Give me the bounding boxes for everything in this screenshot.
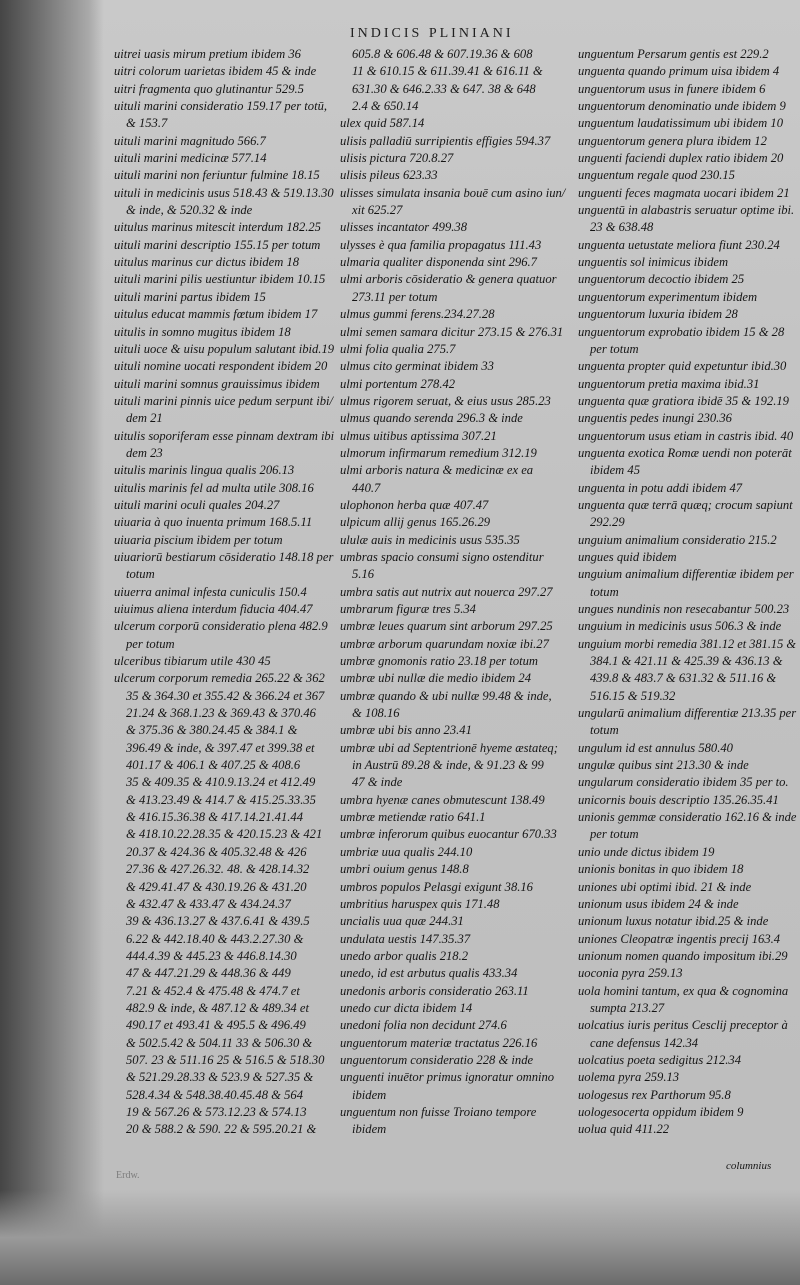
index-entry: unguentorum usus in funere ibidem 6 [578,81,766,96]
index-entry: unedoni folia non decidunt 274.6 [340,1018,507,1033]
index-entry: unguentorum exprobatio ibidem 15 & 28 [578,324,785,339]
index-entry: unguium in medicinis usus 506.3 & inde [578,619,782,634]
index-entry: sumpta 213.27 [590,1000,665,1015]
index-entry: unedo arbor qualis 218.2 [340,948,469,963]
index-entry: uituli in medicinis usus 518.43 & 519.13.30 [114,185,334,200]
page-gutter-shadow [0,0,104,1285]
index-entry: ulysses è qua familia propagatus 111.43 [340,237,542,252]
index-entry: ungulum id est annulus 580.40 [578,740,733,755]
index-entry: & 521.29.28.33 & 523.9 & 527.35 & [126,1070,314,1085]
index-entry: ulmus rigorem seruat, & eius usus 285.23 [340,393,551,408]
index-entry: unguenta uetustate meliora fiunt 230.24 [578,237,780,252]
index-entry: umbræ ubi bis anno 23.41 [340,723,472,738]
index-entry: uituli marini non feriuntur fulmine 18.15 [114,168,320,183]
index-entry: uolema pyra 259.13 [578,1070,680,1085]
index-entry: uituli marini pilis uestiuntur ibidem 10.15 [114,272,326,287]
index-entry: uituli marini partus ibidem 15 [114,289,266,304]
index-entry: unguentorum experimentum ibidem [578,289,758,304]
index-entry: 23 & 638.48 [590,220,654,235]
index-entry: uituli nomine uocati respondent ibidem 20 [114,359,328,374]
index-entry: ungues nundinis non resecabantur 500.23 [578,602,790,616]
index-entry: unionum usus ibidem 24 & inde [578,896,739,911]
index-entry: uncialis uua quæ 244.31 [340,914,464,929]
index-entry: unguenta exotica Romæ uendi non poterāt [578,445,792,460]
index-entry: undulata uestis 147.35.37 [340,931,471,946]
index-entry: unedo cur dicta ibidem 14 [340,1000,473,1015]
index-entry: & 429.41.47 & 430.19.26 & 431.20 [126,879,307,894]
index-entry: unguentum Persarum gentis est 229.2 [578,47,769,61]
index-entry: unedonis arboris consideratio 263.11 [340,983,529,998]
index-entry: uoconia pyra 259.13 [578,966,683,981]
index-entry: ungues quid ibidem [578,549,677,564]
index-entry: unguentorum usus etiam in castris ibid. 40 [578,428,794,443]
index-entry: umbra hyenæ canes obmutescunt 138.49 [340,792,545,807]
index-entry: ulmus quando serenda 296.3 & inde [340,411,523,426]
index-entry: dem 21 [126,411,163,426]
index-entry: 35 & 409.35 & 410.9.13.24 et 412.49 [126,775,316,790]
index-entry: uituli uoce & uisu populum salutant ibid.19 [114,341,335,356]
index-entry: 490.17 et 493.41 & 495.5 & 496.49 [126,1018,306,1033]
index-entry: 7.21 & 452.4 & 475.48 & 474.7 et [126,983,300,998]
index-entry: umbræ ubi ad Septentrionē hyeme æstateq; [340,740,558,755]
catchword: columnius [726,1160,772,1172]
index-entry: 396.49 & inde, & 397.47 et 399.38 et [126,740,315,755]
index-entry: 444.4.39 & 445.23 & 446.8.14.30 [126,948,297,963]
index-entry: unguentorum pretia maxima ibid.31 [578,376,760,391]
index-entry: ulpicum allij genus 165.26.29 [340,515,491,530]
index-entry: ulisses incantator 499.38 [340,220,467,235]
index-entry: 384.1 & 421.11 & 425.39 & 436.13 & [590,654,783,669]
index-entry: uituli marini somnus grauissimus ibidem [114,376,320,391]
index-entry: umbri ouium genus 148.8 [340,862,469,877]
index-entry: uitulis soporiferam esse pinnam dextram ibi [114,428,335,443]
index-entry: & 418.10.22.28.35 & 420.15.23 & 421 [126,827,323,842]
index-entry: unguentorum genera plura ibidem 12 [578,133,767,148]
index-entry: per totum [590,827,639,842]
index-entry: 605.8 & 606.48 & 607.19.36 & 608 [352,47,533,61]
index-entry: xit 625.27 [352,203,403,218]
index-entry: 2.4 & 650.14 [352,99,419,114]
index-entry: 35 & 364.30 et 355.42 & 366.24 et 367 [126,688,325,703]
index-entry: 20.37 & 424.36 & 405.32.48 & 426 [126,844,307,859]
index-entry: unionis bonitas in quo ibidem 18 [578,862,744,877]
index-entry: unguenti faciendi duplex ratio ibidem 20 [578,151,784,166]
index-entry: ulmorum infirmarum remedium 312.19 [340,445,537,460]
index-entry: 39 & 436.13.27 & 437.6.41 & 439.5 [126,914,310,929]
index-entry: 5.16 [352,567,375,582]
index-entry: totum [126,567,155,582]
index-entry: ulisis pileus 623.33 [340,168,438,183]
index-entry: ibidem 45 [590,463,641,478]
page-bottom-shadow [0,1190,800,1285]
index-entry: uitri colorum uarietas ibidem 45 & inde [114,64,317,79]
index-entry: dem 23 [126,445,163,460]
index-entry: umbræ gnomonis ratio 23.18 per totum [340,654,539,669]
index-entry: unio unde dictus ibidem 19 [578,844,715,859]
index-entry: uologesocerta oppidum ibidem 9 [578,1104,744,1119]
index-entry: 528.4.34 & 548.38.40.45.48 & 564 [126,1087,304,1102]
index-entry: ulex quid 587.14 [340,116,425,131]
index-entry: 21.24 & 368.1.23 & 369.43 & 370.46 [126,706,316,721]
index-entry: ulmi folia qualia 275.7 [340,341,456,356]
index-entry: umbritius haruspex quis 171.48 [340,896,500,911]
index-entry: 507. 23 & 511.16 25 & 516.5 & 518.30 [126,1052,325,1067]
index-entry: 47 & inde [352,775,403,790]
index-entry: unguium animalium differentiæ ibidem per [578,567,794,582]
index-entry: uituli marini descriptio 155.15 per totum [114,237,321,252]
index-entry: umbras spacio consumi signo ostenditur [340,549,544,564]
index-entry: uitrei uasis mirum pretium ibidem 36 [114,47,301,61]
index-entry: uituli marini pinnis uice pedum serpunt ibi/ [114,393,333,408]
index-entry: uniones Cleopatræ ingentis precij 163.4 [578,931,781,946]
index-entry: 11 & 610.15 & 611.39.41 & 616.11 & [352,64,543,79]
index-entry: umbræ metiendæ ratio 641.1 [340,810,486,825]
index-entry: uituli marini magnitudo 566.7 [114,133,266,148]
index-entry: unguentis pedes inungi 230.36 [578,411,732,426]
index-entry: 20 & 588.2 & 590. 22 & 595.20.21 & [126,1122,317,1137]
index-entry: in Austrū 89.28 & inde, & 91.23 & 99 [352,758,544,773]
index-entry: ulmus uitibus aptissima 307.21 [340,428,497,443]
index-entry: umbrarum figuræ tres 5.34 [340,602,476,616]
index-entry: uitulus educat mammis fœtum ibidem 17 [114,307,318,322]
index-entry: ulmaria qualiter disponenda sint 296.7 [340,255,537,270]
index-entry: ulcerum corporū consideratio plena 482.9 [114,619,328,634]
index-entry: 47 & 447.21.29 & 448.36 & 449 [126,966,291,981]
index-entry: uolcatius iuris peritus Cesclij preceptor à [578,1018,788,1033]
index-entry: unguenti inuētor primus ignoratur omnino [340,1070,555,1085]
index-entry: unionum luxus notatur ibid.25 & inde [578,914,769,929]
index-entry: unguentum regale quod 230.15 [578,168,735,183]
index-entry: ibidem [352,1122,387,1137]
index-entry: ungularū animalium differentiæ 213.35 per [578,706,797,721]
index-column-right [578,46,796,1139]
index-entry: uitulis marinis fel ad multa utile 308.16 [114,480,314,495]
index-entry: ulisis pictura 720.8.27 [340,151,454,166]
index-entry: uiuimus aliena interdum fiducia 404.47 [114,602,313,616]
index-entry: ulceribus tibiarum utile 430 45 [114,654,271,669]
index-entry: uitulus marinus cur dictus ibidem 18 [114,255,300,270]
index-entry: totum [590,584,619,599]
index-entry: per totum [590,341,639,356]
index-entry: unicornis bouis descriptio 135.26.35.41 [578,792,779,807]
index-entry: umbriæ uua qualis 244.10 [340,844,473,859]
index-entry: ulmus cito germinat ibidem 33 [340,359,494,374]
index-entry: 19 & 567.26 & 573.12.23 & 574.13 [126,1104,307,1119]
index-entry: & 153.7 [126,116,168,131]
index-entry: unguentū in alabastris seruatur optime ibi. [578,203,795,218]
index-entry: ulisses simulata insania bouē cum asino iun/ [340,185,566,200]
index-entry: cane defensus 142.34 [590,1035,699,1050]
index-entry: ungulæ quibus sint 213.30 & inde [578,758,749,773]
index-entry: 439.8 & 483.7 & 631.32 & 511.16 & [590,671,777,686]
index-entry: uiuaria piscium ibidem per totum [114,532,283,547]
index-entry: ulcerum corporum remedia 265.22 & 362 [114,671,325,686]
index-entry: & inde, & 520.32 & inde [126,203,253,218]
index-entry: & 432.47 & 433.47 & 434.24.37 [126,896,291,911]
index-entry: umbræ quando & ubi nullæ 99.48 & inde, [340,688,552,703]
index-entry: uituli marini consideratio 159.17 per totū, [114,99,328,114]
index-entry: unionis gemmæ consideratio 162.16 & inde [578,810,797,825]
index-entry: & 413.23.49 & 414.7 & 415.25.33.35 [126,792,316,807]
index-entry: ulophonon herba quæ 407.47 [340,497,489,512]
index-entry: totum [590,723,619,738]
index-entry: 273.11 per totum [352,289,438,304]
index-entry: umbræ arborum quarundam noxiæ ibi.27 [340,636,549,651]
index-entry: uituli marini oculi quales 204.27 [114,497,280,512]
index-column-left [114,46,334,1139]
index-entry: unguium animalium consideratio 215.2 [578,532,777,547]
index-entry: unguentorum decoctio ibidem 25 [578,272,745,287]
index-entry: uiuerra animal infesta cuniculis 150.4 [114,584,307,599]
index-entry: 440.7 [352,480,381,495]
index-column-middle [340,46,572,1139]
index-entry: ulmus gummi ferens.234.27.28 [340,307,495,322]
index-entry: ibidem [352,1087,387,1102]
index-entry: uitulis in somno mugitus ibidem 18 [114,324,291,339]
index-entry: unguentorum denominatio unde ibidem 9 [578,99,786,114]
index-entry: unguentorum consideratio 228 & inde [340,1052,534,1067]
index-entry: unguium morbi remedia 381.12 et 381.15 & [578,636,797,651]
index-entry: umbræ leues quarum sint arborum 297.25 [340,619,553,634]
index-entry: & 416.15.36.38 & 417.14.21.41.44 [126,810,304,825]
index-entry: 516.15 & 519.32 [590,688,676,703]
index-entry: 27.36 & 427.26.32. 48. & 428.14.32 [126,862,310,877]
index-entry: 401.17 & 406.1 & 407.25 & 408.6 [126,758,301,773]
index-entry: uolua quid 411.22 [578,1122,670,1137]
index-entry: ungularum consideratio ibidem 35 per to. [578,775,789,790]
index-entry: uiuariorū bestiarum cōsideratio 148.18 per [114,549,334,564]
index-entry: uolcatius poeta sedigitus 212.34 [578,1052,742,1067]
index-entry: unguenti feces magmata uocari ibidem 21 [578,185,790,200]
index-entry: umbra satis aut nutrix aut nouerca 297.27 [340,584,553,599]
index-entry: & 375.36 & 380.24.45 & 384.1 & [126,723,298,738]
index-entry: ulisis palladiū surripientis effigies 594.37 [340,133,551,148]
index-entry: ulmi semen samara dicitur 273.15 & 276.31 [340,324,564,339]
index-entry: unguentorum materiæ tractatus 226.16 [340,1035,538,1050]
index-entry: 631.30 & 646.2.33 & 647. 38 & 648 [352,81,536,96]
index-entry: unguentis sol inimicus ibidem [578,255,729,270]
index-entry: unguentum laudatissimum ubi ibidem 10 [578,116,783,131]
index-entry: unguenta quæ gratiora ibidē 35 & 192.19 [578,393,789,408]
index-entry: ulmi portentum 278.42 [340,376,456,391]
index-entry: uiuaria à quo inuenta primum 168.5.11 [114,515,313,530]
index-entry: & 502.5.42 & 504.11 33 & 506.30 & [126,1035,313,1050]
index-entry: & 108.16 [352,706,400,721]
index-entry: umbræ inferorum quibus euocantur 670.33 [340,827,557,842]
index-entry: uitulis marinis lingua qualis 206.13 [114,463,295,478]
index-entry: uola homini tantum, ex qua & cognomina [578,983,789,998]
index-entry: uituli marini medicinæ 577.14 [114,151,267,166]
index-entry: unguentum non fuisse Troiano tempore [340,1104,537,1119]
index-entry: uologesus rex Parthorum 95.8 [578,1087,731,1102]
index-entry: unedo, id est arbutus qualis 433.34 [340,966,518,981]
index-entry: 482.9 & inde, & 487.12 & 489.34 et [126,1000,309,1015]
index-entry: unionum nomen quando impositum ibi.29 [578,948,788,963]
index-entry: uniones ubi optimi ibid. 21 & inde [578,879,752,894]
running-header: INDICIS PLINIANI [350,26,514,41]
faded-stamp: Erdw. [116,1170,140,1181]
index-entry: ulmi arboris cōsideratio & genera quatuor [340,272,557,287]
index-entry: uitri fragmenta quo glutinantur 529.5 [114,81,304,96]
index-entry: unguenta in potu addi ibidem 47 [578,480,743,495]
index-entry: umbros populos Pelasgi exigunt 38.16 [340,879,533,894]
index-entry: per totum [126,636,175,651]
index-entry: unguenta propter quid expetuntur ibid.30 [578,359,787,374]
index-entry: ulmi arboris natura & medicinæ ex ea [340,463,534,478]
index-entry: ululæ auis in medicinis usus 535.35 [340,532,520,547]
index-entry: 6.22 & 442.18.40 & 443.2.27.30 & [126,931,304,946]
index-entry: umbræ ubi nullæ die medio ibidem 24 [340,671,531,686]
index-entry: unguentorum luxuria ibidem 28 [578,307,738,322]
index-entry: uitulus marinus mitescit interdum 182.25 [114,220,321,235]
index-entry: unguenta quando primum uisa ibidem 4 [578,64,780,79]
index-entry: unguenta quæ terrā quæq; crocum sapiunt [578,497,793,512]
index-entry: 292.29 [590,515,625,530]
